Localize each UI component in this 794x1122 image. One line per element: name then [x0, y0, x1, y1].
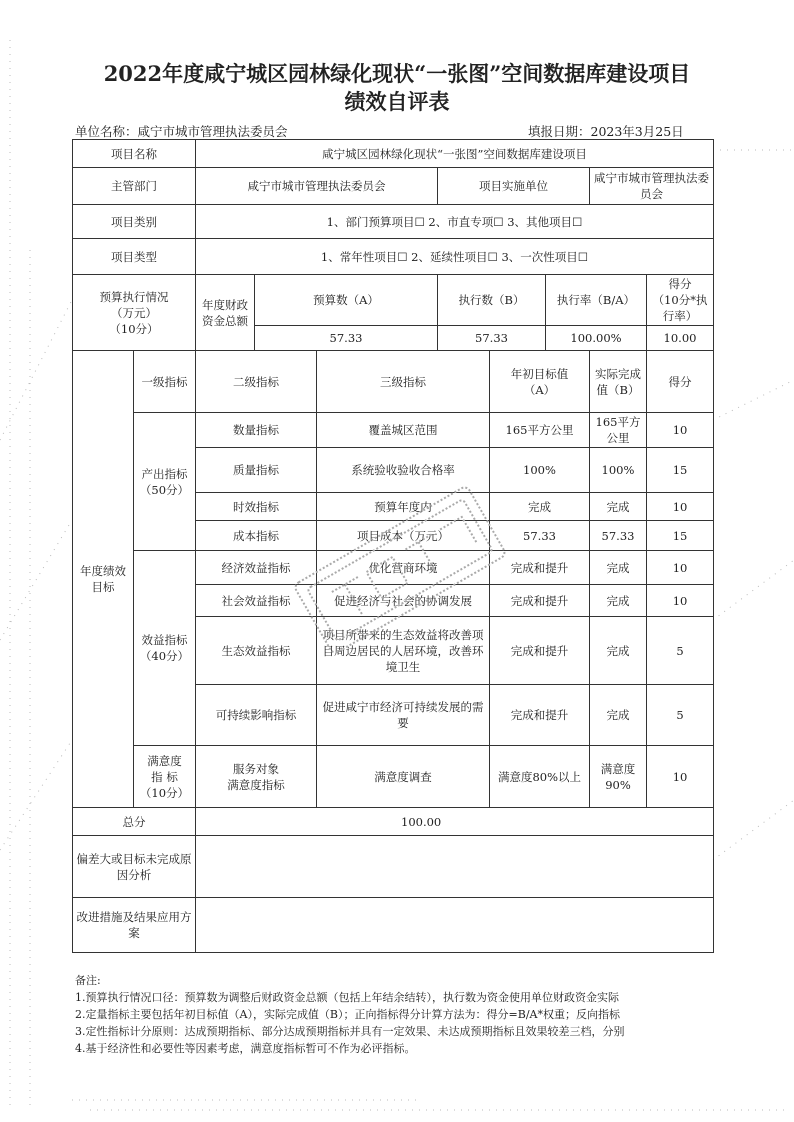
level3-indicator: 项目所带来的生态效益将改善项目周边居民的人居环境，改善环境卫生 [317, 617, 490, 685]
notes-title: 备注: [75, 974, 101, 987]
level3-indicator: 系统验收验收合格率 [317, 448, 490, 493]
project-type-options: 1、常年性项目☐ 2、延续性项目☐ 3、一次性项目☐ [196, 239, 714, 275]
budget-header: 预算数（A） [255, 275, 438, 326]
target-value: 100% [490, 448, 590, 493]
unit-name: 单位名称：咸宁市城市管理执法委员会 [75, 124, 288, 139]
indicator-score: 5 [647, 685, 714, 746]
level2-indicator: 时效指标 [196, 493, 317, 521]
level3-indicator: 项目成本（万元） [317, 521, 490, 551]
indicator-score: 10 [647, 413, 714, 448]
rate-value: 100.00% [546, 326, 647, 351]
actual-value: 完成 [590, 617, 647, 685]
target-header: 年初目标值 （A） [490, 351, 590, 413]
indicator-score: 15 [647, 521, 714, 551]
level3-indicator: 覆盖城区范围 [317, 413, 490, 448]
target-value: 165平方公里 [490, 413, 590, 448]
deviation-analysis-value [196, 836, 714, 898]
target-value: 57.33 [490, 521, 590, 551]
indicator-score: 10 [647, 746, 714, 808]
notes-section [75, 972, 715, 1057]
target-value: 完成和提升 [490, 585, 590, 617]
level3-header: 三级指标 [317, 351, 490, 413]
level3-indicator: 促进咸宁市经济可持续发展的需要 [317, 685, 490, 746]
actual-value: 满意度 90% [590, 746, 647, 808]
score-header: 得分 （10分*执行率） [647, 275, 714, 326]
document-title-line2: 绩效自评表 [344, 89, 450, 114]
dept-label: 主管部门 [73, 168, 196, 205]
target-value: 完成和提升 [490, 685, 590, 746]
note-item: 2.定量指标主要包括年初目标值（A），实际完成值（B）；正向指标得分计算方法为：得分=B/A*权重；反向指标 [75, 1008, 620, 1021]
note-item: 1.预算执行情况口径：预算数为调整后财政资金总额（包括上年结余结转），执行数为资金使用单位财政资金实际 [75, 991, 619, 1004]
rate-header: 执行率（B/A） [546, 275, 647, 326]
indicator-score: 15 [647, 448, 714, 493]
indicator-score: 10 [647, 585, 714, 617]
actual-value: 完成 [590, 551, 647, 585]
actual-value: 完成 [590, 685, 647, 746]
target-value: 完成 [490, 493, 590, 521]
dept-value: 咸宁市城市管理执法委员会 [196, 168, 438, 205]
improvement-plan-label: 改进措施及结果应用方案 [73, 898, 196, 953]
note-item: 4.基于经济性和必要性等因素考虑，满意度指标暂可不作为必评指标。 [75, 1042, 416, 1055]
note-item: 3.定性指标计分原则：达成预期指标、部分达成预期指标并具有一定效果、未达成预期指标且效果较差三档，分别 [75, 1025, 625, 1038]
level2-indicator: 成本指标 [196, 521, 317, 551]
project-category-label: 项目类别 [73, 205, 196, 239]
indicator-score-header: 得分 [647, 351, 714, 413]
level2-indicator: 经济效益指标 [196, 551, 317, 585]
fund-total-label: 年度财政 资金总额 [196, 275, 255, 351]
level3-indicator: 优化营商环境 [317, 551, 490, 585]
budget-value: 57.33 [255, 326, 438, 351]
level2-indicator: 服务对象 满意度指标 [196, 746, 317, 808]
exec-header: 执行数（B） [438, 275, 546, 326]
level1-indicator: 效益指标 （40分） [134, 551, 196, 746]
level2-indicator: 数量指标 [196, 413, 317, 448]
deviation-analysis-label: 偏差大或目标未完成原因分析 [73, 836, 196, 898]
actual-value: 100% [590, 448, 647, 493]
project-name-label: 项目名称 [73, 140, 196, 168]
impl-unit-label: 项目实施单位 [438, 168, 590, 205]
score-value: 10.00 [647, 326, 714, 351]
exec-value: 57.33 [438, 326, 546, 351]
project-category-options: 1、部门预算项目☐ 2、市直专项☐ 3、其他项目☐ [196, 205, 714, 239]
target-value: 满意度80%以上 [490, 746, 590, 808]
target-value: 完成和提升 [490, 617, 590, 685]
level3-indicator: 促进经济与社会的协调发展 [317, 585, 490, 617]
indicator-score: 5 [647, 617, 714, 685]
level2-header: 二级指标 [196, 351, 317, 413]
project-name-value: 咸宁城区园林绿化现状“一张图”空间数据库建设项目 [196, 140, 714, 168]
target-value: 完成和提升 [490, 551, 590, 585]
budget-section-label: 预算执行情况 （万元） （10分） [73, 275, 196, 351]
total-score-value: 100.00 [196, 808, 714, 836]
evaluation-table [72, 139, 714, 953]
actual-value: 完成 [590, 585, 647, 617]
level2-indicator: 生态效益指标 [196, 617, 317, 685]
indicator-score: 10 [647, 493, 714, 521]
total-score-label: 总分 [73, 808, 196, 836]
actual-value: 57.33 [590, 521, 647, 551]
level1-indicator: 产出指标 （50分） [134, 413, 196, 551]
level2-indicator: 社会效益指标 [196, 585, 317, 617]
actual-value: 完成 [590, 493, 647, 521]
level2-indicator: 可持续影响指标 [196, 685, 317, 746]
actual-value: 165平方 公里 [590, 413, 647, 448]
level1-indicator: 满意度 指 标 （10分） [134, 746, 196, 808]
level3-indicator: 满意度调查 [317, 746, 490, 808]
document-title-line1: 2022年度咸宁城区园林绿化现状“一张图”空间数据库建设项目 [103, 61, 691, 86]
level1-header: 一级指标 [134, 351, 196, 413]
impl-unit-value: 咸宁市城市管理执法委员会 [590, 168, 714, 205]
actual-header: 实际完成 值（B） [590, 351, 647, 413]
improvement-plan-value [196, 898, 714, 953]
annual-target-section: 年度绩效 目标 [73, 351, 134, 808]
project-type-label: 项目类型 [73, 239, 196, 275]
level3-indicator: 预算年度内 [317, 493, 490, 521]
indicator-score: 10 [647, 551, 714, 585]
level2-indicator: 质量指标 [196, 448, 317, 493]
report-date: 填报日期：2023年3月25日 [528, 124, 684, 139]
